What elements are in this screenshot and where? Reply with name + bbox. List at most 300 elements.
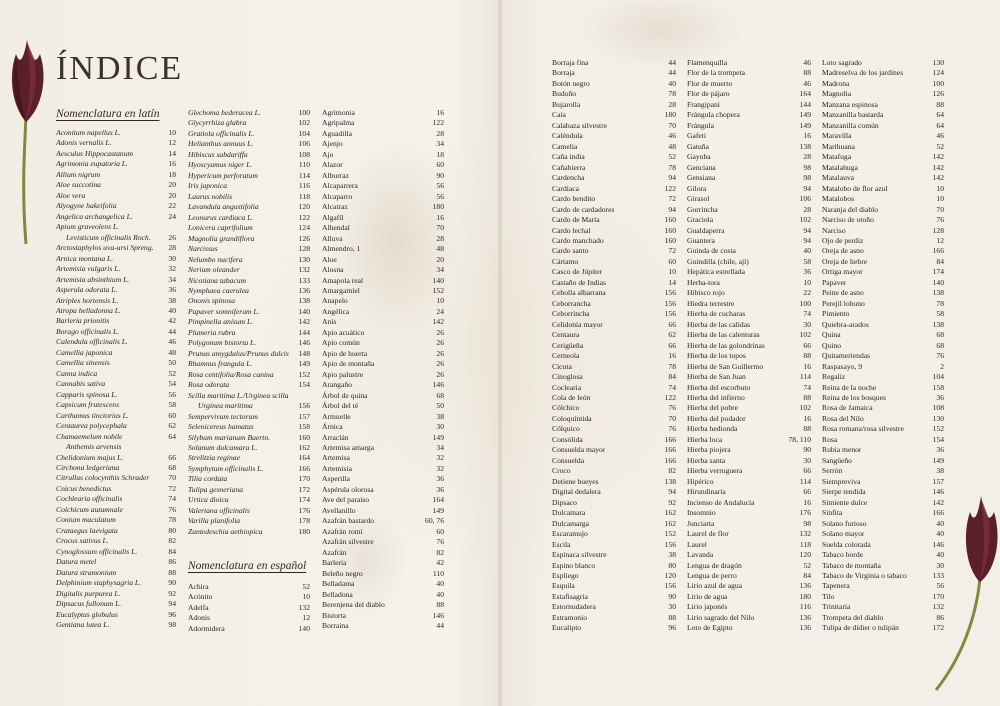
entry-name: Hierba de las golondrinas [687,340,765,350]
index-entry [56,138,176,148]
entry-page: 98 [803,518,811,528]
index-entry [56,453,176,463]
index-entry [822,100,944,110]
entry-name: Reina de los bosques [822,393,886,402]
entry-name: Guindilla (chile, ají) [687,256,749,266]
entry-page: 10 [168,128,176,137]
entry-name: Colchicum autumnale [56,504,123,514]
entry-name: Ajo [322,149,334,159]
entry-name: Silybum marianum Baertn. [188,432,271,442]
entry-name: Arraclán [322,432,349,442]
entry-page: 172 [298,484,310,494]
entry-page: 160 [664,225,676,235]
index-entry [552,571,676,581]
index-entry [56,432,176,442]
index-entry [322,611,444,621]
entry-page: 64 [168,431,176,441]
entry-name: Citrullus colocynthis Schrader [56,473,150,483]
index-entry [552,79,676,89]
index-entry [687,278,811,288]
entry-page: 68 [936,340,944,350]
entry-name: Perejil lobuno [822,298,865,308]
entry-page: 160 [298,432,310,442]
entry-page: 149 [799,120,811,130]
entry-name: Tulipa de dídier o tulipán [822,623,899,633]
index-entry [322,569,444,579]
index-entry [322,181,444,191]
entry-name: Peine de asno [822,288,864,298]
index-entry [822,236,944,246]
entry-name: Hibisco rojo [687,288,725,298]
index-entry [822,456,944,466]
index-entry [188,433,310,443]
entry-page: 72 [668,194,676,204]
entry-name: Coloquíntida [552,413,592,423]
entry-name: Frangipani [687,99,720,109]
index-entry [822,550,944,560]
index-entry [822,246,944,256]
entry-page: 102 [799,403,811,413]
index-entry [822,362,944,372]
entry-page: 166 [664,445,676,455]
entry-name: Rosa centifolia/Rosa canina [188,369,274,379]
entry-page: 26 [436,359,444,369]
index-entry [822,341,944,351]
index-entry [188,603,310,613]
index-entry [687,131,811,141]
index-entry [322,422,444,432]
index-entry [822,110,944,120]
entry-name: Tilo [822,591,835,601]
entry-name: Aconitum napellus L. [56,128,121,137]
entry-name: Alcatraz [322,202,348,212]
entry-page: 142 [932,497,944,507]
entry-page: 32 [436,453,444,463]
entry-page: 70 [936,204,944,214]
index-entry [687,529,811,539]
index-entry [687,383,811,393]
entry-name: Castaño de Indias [552,277,606,287]
index-entry [822,309,944,319]
entry-name: Agripalma [322,118,355,128]
entry-name: Urginea maritima [198,401,253,411]
entry-name: Ave del paraíso [322,495,370,505]
index-entry [822,477,944,487]
entry-page: 88 [803,393,811,402]
entry-page: 16 [803,131,811,141]
entry-page: 96 [168,609,176,619]
index-entry [322,129,444,139]
entry-page: 138 [932,319,944,329]
index-entry [552,456,676,466]
index-entry [188,592,310,602]
entry-name: Apio acuático [322,327,365,337]
entry-name: Hierba santa [687,455,726,465]
entry-page: 40 [668,78,676,88]
entry-page: 38 [436,411,444,421]
index-entry [687,445,811,455]
index-entry [56,358,176,368]
entry-name: Ceborrincha [552,309,590,319]
entry-page: 26 [436,369,444,379]
entry-name: Calendula officinalis L. [56,337,128,347]
entry-name: Apio de huerta [322,348,368,358]
entry-page: 130 [298,254,310,264]
entry-page: 96 [668,623,676,633]
latin-nomenclature-heading: Nomenclatura en latín [56,108,160,120]
entry-name: Tabaco de montaña [822,560,881,570]
index-entry [552,121,676,131]
entry-name: Zantedeschia aethiopica [188,526,263,536]
entry-page: 180 [799,591,811,601]
index-entry [56,306,176,316]
index-entry [322,391,444,401]
entry-page: 90 [668,591,676,601]
entry-name: Nerium oleander [188,265,240,275]
entry-page: 30 [436,422,444,432]
index-entry [687,550,811,560]
entry-page: 142 [432,317,444,327]
entry-page: 84 [668,372,676,382]
index-entry [56,390,176,400]
index-entry [322,537,444,547]
entry-page: 140 [298,623,310,633]
entry-name: Loto de Egipto [687,623,733,633]
index-entry [322,433,444,443]
entry-name: Árbol de quina [322,390,368,400]
entry-page: 82 [168,536,176,546]
entry-page: 136 [799,612,811,622]
index-entry [188,150,310,160]
entry-name: Ceborrancha [552,298,591,308]
index-entry [552,299,676,309]
entry-name: Caia [552,110,566,120]
index-entry [188,139,310,149]
entry-name: Arangaño [322,380,352,390]
index-entry [552,550,676,560]
entry-page: 62 [668,330,676,340]
entry-name: Genciana [687,162,716,172]
entry-page: 52 [668,152,676,162]
entry-page: 100 [298,108,310,117]
entry-page: 32 [168,264,176,274]
entry-page: 36 [803,267,811,277]
index-entry [822,613,944,623]
entry-page: 28 [803,204,811,214]
index-entry [56,442,176,452]
index-entry [322,307,444,317]
index-entry [687,173,811,183]
index-entry [56,369,176,379]
entry-name: Siempreviva [822,476,861,486]
entry-name: Rosa [822,434,838,444]
entry-page: 66 [168,452,176,462]
entry-name: Adelfa [188,602,209,612]
entry-page: 176 [298,505,310,515]
entry-page: 94 [803,235,811,245]
index-entry [188,338,310,348]
entry-name: Quiebra-arados [822,319,869,329]
entry-name: Bujarolla [552,99,581,109]
index-entry [322,108,444,118]
entry-name: Cebolla albarrana [552,288,606,298]
entry-name: Cardiaca [552,183,579,193]
index-entry [687,508,811,518]
entry-name: Polygonum bistorta L. [188,338,257,348]
entry-name: Guantera [687,235,715,245]
entry-name: Hierba de San Guillermo [687,361,764,371]
entry-name: Helianthus annuus L. [188,139,254,149]
index-entry [822,623,944,633]
index-entry [188,349,310,359]
index-entry [687,414,811,424]
entry-page: 178 [298,516,310,526]
entry-name: Crataegus laevigata [56,525,118,535]
entry-page: 12 [168,138,176,148]
entry-page: 122 [298,212,310,222]
entry-name: Oreja de asno [822,246,864,256]
index-entry [822,602,944,612]
entry-name: Nymphaea caerulea [188,285,249,295]
entry-name: Artemisa [322,453,350,463]
entry-page: 20 [168,190,176,200]
entry-page: 60 [168,410,176,420]
entry-name: Regaliz [822,372,846,382]
entry-page: 126 [932,89,944,99]
entry-name: Dulcamarga [552,518,589,528]
entry-page: 158 [932,382,944,392]
entry-page: 48 [168,347,176,357]
entry-page: 90 [168,578,176,588]
index-entry [552,529,676,539]
entry-page: 152 [932,424,944,434]
entry-page: 68 [936,330,944,340]
entry-name: Estramonio [552,612,588,622]
index-entry [687,121,811,131]
entry-page: 156 [664,581,676,591]
entry-page: 68 [436,390,444,400]
entry-page: 170 [932,591,944,601]
entry-page: 138 [664,476,676,486]
entry-name: Lavandula angustifolia [188,202,259,212]
index-entry [188,422,310,432]
entry-name: Rosa del Nilo [822,413,864,423]
entry-page: 157 [298,411,310,421]
entry-name: Quina [822,330,841,340]
entry-name: Gualdaperra [687,225,725,235]
entry-page: 60 [436,526,444,536]
index-entry [188,474,310,484]
entry-page: 170 [298,474,310,484]
entry-page: 164 [799,89,811,99]
entry-name: Alcaparro [322,191,353,201]
entry-page: 28 [803,152,811,162]
index-entry [188,108,310,118]
entry-name: Estafisagria [552,591,588,601]
index-entry [56,348,176,358]
entry-name: Cardo de cardadores [552,204,615,214]
entry-name: Atropa belladonna L. [56,305,121,315]
index-entry [188,171,310,181]
entry-name: Hierba hedionda [687,424,738,434]
entry-page: 146 [932,539,944,549]
entry-page: 138 [932,288,944,298]
index-entry [687,456,811,466]
index-entry [822,58,944,68]
index-entry [56,568,176,578]
index-entry [687,435,811,445]
index-entry [322,370,444,380]
entry-name: Lavanda [687,550,714,560]
index-entry [687,110,811,120]
index-entry [322,255,444,265]
entry-page: 46 [168,337,176,347]
latin-index-column-2 [188,108,310,537]
entry-page: 40 [168,305,176,315]
entry-name: Gentiana lutea L. [56,620,110,630]
index-entry [188,223,310,233]
entry-page: 16 [436,108,444,117]
index-entry [322,317,444,327]
index-entry [56,243,176,253]
entry-page: 30 [803,319,811,329]
entry-page: 84 [168,546,176,556]
entry-page: 40 [936,518,944,528]
index-entry [552,226,676,236]
index-entry [687,571,811,581]
entry-page: 2 [940,361,944,371]
entry-name: Hierba de cucharas [687,309,746,319]
entry-page: 66 [803,340,811,350]
entry-name: Cardo lechal [552,225,591,235]
index-entry [822,414,944,424]
index-entry [56,484,176,494]
entry-name: Azafrán silvestre [322,537,374,547]
entry-name: Asperula odorata L. [56,285,118,295]
entry-page: 40 [803,246,811,256]
index-entry [56,170,176,180]
entry-name: Hierba loca [687,434,723,444]
index-entry [687,403,811,413]
entry-page: 20 [436,254,444,264]
entry-name: Tabaco borde [822,550,864,560]
entry-page: 64 [936,120,944,130]
index-entry [822,79,944,89]
entry-name: Barleria [322,558,347,568]
index-entry [687,205,811,215]
index-entry [822,89,944,99]
entry-page: 160 [664,235,676,245]
entry-page: 40 [436,579,444,589]
entry-page: 142 [932,173,944,183]
entry-name: Glycyrrhiza glabra [188,118,247,128]
entry-name: Lirio azul de agua [687,581,743,591]
index-entry [322,474,444,484]
entry-page: 132 [799,529,811,539]
entry-page: 30 [803,455,811,465]
entry-name: Reina de la noche [822,382,877,392]
entry-page: 160 [664,215,676,225]
index-entry [552,320,676,330]
entry-page: 100 [799,298,811,308]
entry-name: Artemisia absinthium L. [56,274,130,284]
entry-page: 88 [803,68,811,78]
entry-name: Hepática estrellada [687,267,745,277]
entry-page: 70 [436,223,444,233]
index-entry [822,571,944,581]
entry-page: 120 [799,550,811,560]
entry-page: 90 [803,445,811,455]
entry-page: 78 [668,361,676,371]
index-entry [822,152,944,162]
entry-page: 157 [932,476,944,486]
entry-page: 142 [298,317,310,327]
entry-name: Flor de la trompeta [687,68,745,78]
entry-name: Solano mayor [822,529,865,539]
entry-page: 74 [168,494,176,504]
entry-page: 172 [932,623,944,633]
entry-name: Cardo bendito [552,194,596,204]
index-entry [188,160,310,170]
entry-name: Agrimonia [322,108,355,117]
entry-name: Hierba verruguera [687,466,743,476]
entry-page: 52 [803,560,811,570]
entry-page: 78 [168,515,176,525]
entry-name: Cardo manchado [552,235,604,245]
entry-name: Hierba del infierno [687,393,745,402]
index-entry [552,142,676,152]
index-entry [188,624,310,634]
entry-name: Hirundinaria [687,487,726,497]
index-entry [322,464,444,474]
entry-page: 14 [668,277,676,287]
entry-name: Nicotiana tabacum [188,275,247,285]
entry-page: 144 [799,99,811,109]
entry-name: Prunus amygdalus/Prunus dulcis [188,348,289,358]
entry-name: Narcissus [188,244,218,254]
entry-page: 88 [668,612,676,622]
entry-page: 82 [436,547,444,557]
entry-page: 126 [298,233,310,243]
entry-page: 132 [932,602,944,612]
entry-name: Eucalyptus globulus [56,609,118,619]
index-entry [822,163,944,173]
index-entry [552,602,676,612]
index-entry [188,401,310,411]
spanish-index-column-2 [552,58,676,634]
entry-name: Digital dedalera [552,487,601,497]
entry-page: 98 [803,173,811,183]
index-entry [552,424,676,434]
index-entry [822,330,944,340]
entry-name: Incienso de Andalucía [687,497,755,507]
entry-name: Caléndula [552,131,583,141]
index-entry [552,613,676,623]
entry-page: 102 [298,118,310,128]
entry-name: Narciso [822,225,846,235]
entry-page: 92 [168,588,176,598]
index-entry [687,330,811,340]
index-entry [687,498,811,508]
index-entry [687,613,811,623]
entry-name: Loto sagrado [822,58,862,67]
entry-name: Hierba del podador [687,413,746,423]
entry-name: Madreselva de los jardines [822,68,904,78]
entry-page: 16 [668,351,676,361]
entry-name: Cinoglosa [552,372,583,382]
entry-page: 110 [432,568,444,578]
entry-name: Hierba de los topos [687,351,746,361]
